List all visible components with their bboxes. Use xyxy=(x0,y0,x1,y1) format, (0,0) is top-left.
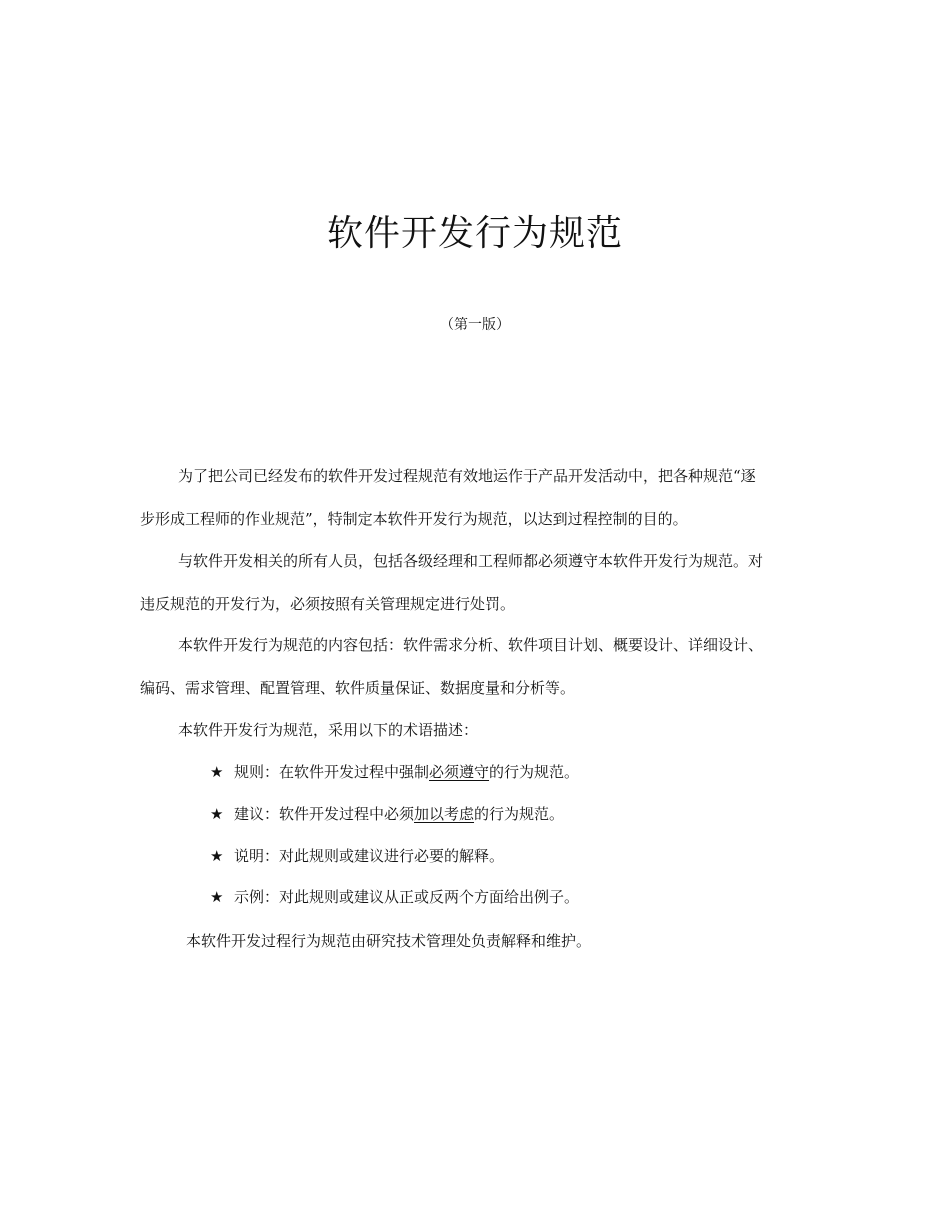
paragraph-1-line-1: 为了把公司已经发布的软件开发过程规范有效地运作于产品开发活动中，把各种规范“逐 xyxy=(178,467,756,485)
term-item-explanation xyxy=(210,845,504,867)
term-item-example xyxy=(210,886,579,908)
document-title: 软件开发行为规范 xyxy=(326,213,623,254)
star-icon: ★ xyxy=(210,763,224,781)
term-item-rule xyxy=(210,761,579,783)
term-text: 示例：对此规则或建议从正或反两个方面给出例子。 xyxy=(234,888,580,906)
term-text-end: 的行为规范。 xyxy=(489,763,580,781)
paragraph-3-line-1: 本软件开发行为规范的内容包括：软件需求分析、软件项目计划、概要设计、详细设计、 xyxy=(178,636,764,654)
term-text: 建议：软件开发过程中必须 xyxy=(234,805,415,823)
term-item-suggestion xyxy=(210,803,564,825)
paragraph-4-line-1: 本软件开发行为规范，采用以下的术语描述： xyxy=(178,721,479,739)
star-icon: ★ xyxy=(210,805,224,823)
paragraph-1-line-2: 步形成工程师的作业规范”，特制定本软件开发行为规范，以达到过程控制的目的。 xyxy=(140,510,688,528)
paragraph-3-line-2: 编码、需求管理、配置管理、软件质量保证、数据度量和分析等。 xyxy=(140,679,576,697)
closing-statement: 本软件开发过程行为规范由研究技术管理处负责解释和维护。 xyxy=(186,932,592,950)
edition-label: （第一版） xyxy=(440,317,510,333)
term-text-end: 的行为规范。 xyxy=(474,805,565,823)
paragraph-2-line-1: 与软件开发相关的所有人员，包括各级经理和工程师都必须遵守本软件开发行为规范。对 xyxy=(178,552,764,570)
term-underlined-text: 加以考虑 xyxy=(414,805,475,823)
term-underlined-text: 必须遵守 xyxy=(429,763,490,781)
term-text: 说明：对此规则或建议进行必要的解释。 xyxy=(234,847,505,865)
paragraph-2-line-2: 违反规范的开发行为，必须按照有关管理规定进行处罚。 xyxy=(140,595,516,613)
star-icon: ★ xyxy=(210,888,224,906)
star-icon: ★ xyxy=(210,847,224,865)
term-text: 规则：在软件开发过程中强制 xyxy=(234,763,430,781)
